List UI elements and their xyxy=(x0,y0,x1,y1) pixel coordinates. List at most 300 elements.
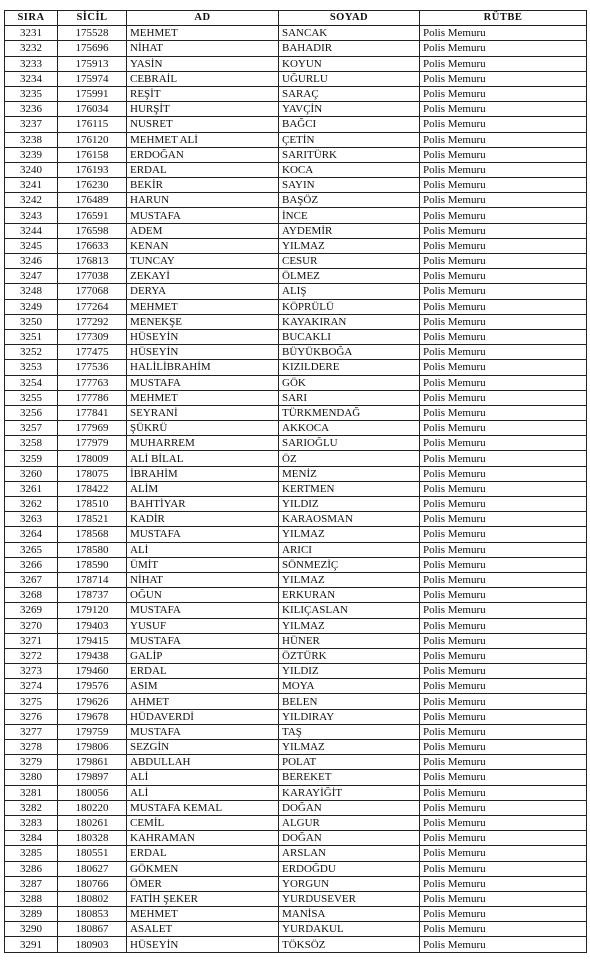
rutbe-cell: Polis Memuru xyxy=(420,770,587,785)
sira-cell: 3278 xyxy=(5,740,58,755)
soyad-cell: TÜRKMENDAĞ xyxy=(279,405,420,420)
rutbe-cell: Polis Memuru xyxy=(420,26,587,41)
ad-cell: HÜSEYİN xyxy=(127,345,279,360)
ad-cell: NUSRET xyxy=(127,117,279,132)
sicil-cell: 178568 xyxy=(58,527,127,542)
soyad-cell: KOYUN xyxy=(279,56,420,71)
soyad-cell: YURDUSEVER xyxy=(279,891,420,906)
soyad-cell: GÖK xyxy=(279,375,420,390)
ad-cell: GALİP xyxy=(127,648,279,663)
sicil-cell: 176230 xyxy=(58,178,127,193)
sicil-cell: 175696 xyxy=(58,41,127,56)
ad-cell: KENAN xyxy=(127,238,279,253)
ad-cell: BEKİR xyxy=(127,178,279,193)
soyad-cell: BAĞCI xyxy=(279,117,420,132)
sicil-cell: 176120 xyxy=(58,132,127,147)
table-row xyxy=(5,329,587,344)
soyad-cell: SARI xyxy=(279,390,420,405)
table-row xyxy=(5,254,587,269)
ad-cell: NİHAT xyxy=(127,41,279,56)
table-row xyxy=(5,132,587,147)
table-row xyxy=(5,41,587,56)
rutbe-cell: Polis Memuru xyxy=(420,193,587,208)
table-row xyxy=(5,314,587,329)
sira-cell: 3266 xyxy=(5,557,58,572)
ad-cell: ÖMER xyxy=(127,876,279,891)
soyad-cell: BUCAKLI xyxy=(279,329,420,344)
ad-cell: ŞÜKRÜ xyxy=(127,421,279,436)
table-row xyxy=(5,26,587,41)
sira-cell: 3259 xyxy=(5,451,58,466)
soyad-cell: YILDIRAY xyxy=(279,709,420,724)
soyad-cell: ALIŞ xyxy=(279,284,420,299)
sira-cell: 3267 xyxy=(5,572,58,587)
soyad-cell: BEREKET xyxy=(279,770,420,785)
sicil-cell: 178714 xyxy=(58,572,127,587)
rutbe-cell: Polis Memuru xyxy=(420,466,587,481)
sicil-cell: 180056 xyxy=(58,785,127,800)
table-row xyxy=(5,922,587,937)
soyad-cell: DOĞAN xyxy=(279,831,420,846)
sicil-cell: 180853 xyxy=(58,907,127,922)
ad-cell: ABDULLAH xyxy=(127,755,279,770)
sira-cell: 3265 xyxy=(5,542,58,557)
sira-cell: 3289 xyxy=(5,907,58,922)
rutbe-cell: Polis Memuru xyxy=(420,557,587,572)
rutbe-cell: Polis Memuru xyxy=(420,284,587,299)
ad-cell: ERDAL xyxy=(127,664,279,679)
soyad-cell: BÜYÜKBOĞA xyxy=(279,345,420,360)
sira-cell: 3262 xyxy=(5,497,58,512)
soyad-cell: KARAYİĞİT xyxy=(279,785,420,800)
ad-cell: MUSTAFA xyxy=(127,603,279,618)
rutbe-cell: Polis Memuru xyxy=(420,512,587,527)
soyad-cell: AYDEMİR xyxy=(279,223,420,238)
sicil-cell: 177264 xyxy=(58,299,127,314)
rutbe-cell: Polis Memuru xyxy=(420,102,587,117)
rutbe-cell: Polis Memuru xyxy=(420,390,587,405)
ad-cell: REŞİT xyxy=(127,86,279,101)
soyad-cell: KAYAKIRAN xyxy=(279,314,420,329)
ad-cell: ALİ xyxy=(127,785,279,800)
sicil-cell: 178009 xyxy=(58,451,127,466)
sicil-cell: 180802 xyxy=(58,891,127,906)
sira-cell: 3243 xyxy=(5,208,58,223)
sira-cell: 3244 xyxy=(5,223,58,238)
soyad-cell: ARSLAN xyxy=(279,846,420,861)
rutbe-cell: Polis Memuru xyxy=(420,709,587,724)
sira-cell: 3273 xyxy=(5,664,58,679)
rutbe-cell: Polis Memuru xyxy=(420,451,587,466)
sicil-cell: 178737 xyxy=(58,588,127,603)
table-row xyxy=(5,861,587,876)
sira-cell: 3242 xyxy=(5,193,58,208)
rutbe-cell: Polis Memuru xyxy=(420,633,587,648)
ad-cell: YASİN xyxy=(127,56,279,71)
table-row xyxy=(5,679,587,694)
table-row xyxy=(5,71,587,86)
sira-cell: 3261 xyxy=(5,481,58,496)
sira-cell: 3275 xyxy=(5,694,58,709)
soyad-cell: KOCA xyxy=(279,162,420,177)
ad-cell: OĞUN xyxy=(127,588,279,603)
sira-cell: 3277 xyxy=(5,724,58,739)
sicil-cell: 177038 xyxy=(58,269,127,284)
rutbe-cell: Polis Memuru xyxy=(420,86,587,101)
soyad-cell: MOYA xyxy=(279,679,420,694)
header-sicil: SİCİL xyxy=(58,11,127,26)
header-ad: AD xyxy=(127,11,279,26)
sicil-cell: 179861 xyxy=(58,755,127,770)
rutbe-cell: Polis Memuru xyxy=(420,907,587,922)
table-row xyxy=(5,755,587,770)
sicil-cell: 176633 xyxy=(58,238,127,253)
table-row xyxy=(5,891,587,906)
sicil-cell: 175528 xyxy=(58,26,127,41)
personnel-table xyxy=(4,10,587,953)
soyad-cell: ALGUR xyxy=(279,815,420,830)
table-row xyxy=(5,572,587,587)
table-row xyxy=(5,937,587,952)
ad-cell: MENEKŞE xyxy=(127,314,279,329)
sira-cell: 3272 xyxy=(5,648,58,663)
sira-cell: 3252 xyxy=(5,345,58,360)
table-row xyxy=(5,193,587,208)
ad-cell: ERDOĞAN xyxy=(127,147,279,162)
sira-cell: 3276 xyxy=(5,709,58,724)
rutbe-cell: Polis Memuru xyxy=(420,542,587,557)
soyad-cell: TÖKSÖZ xyxy=(279,937,420,952)
sira-cell: 3234 xyxy=(5,71,58,86)
sicil-cell: 178422 xyxy=(58,481,127,496)
soyad-cell: SARITÜRK xyxy=(279,147,420,162)
header-rutbe: RÜTBE xyxy=(420,11,587,26)
sicil-cell: 177763 xyxy=(58,375,127,390)
soyad-cell: KERTMEN xyxy=(279,481,420,496)
table-row xyxy=(5,162,587,177)
ad-cell: ERDAL xyxy=(127,846,279,861)
table-row xyxy=(5,436,587,451)
sicil-cell: 177979 xyxy=(58,436,127,451)
table-row xyxy=(5,360,587,375)
sira-cell: 3239 xyxy=(5,147,58,162)
sicil-cell: 179897 xyxy=(58,770,127,785)
table-row xyxy=(5,603,587,618)
rutbe-cell: Polis Memuru xyxy=(420,937,587,952)
soyad-cell: ARICI xyxy=(279,542,420,557)
rutbe-cell: Polis Memuru xyxy=(420,740,587,755)
table-row xyxy=(5,724,587,739)
rutbe-cell: Polis Memuru xyxy=(420,755,587,770)
ad-cell: ALİ xyxy=(127,770,279,785)
soyad-cell: MANİSA xyxy=(279,907,420,922)
header-row xyxy=(5,11,587,26)
ad-cell: ASIM xyxy=(127,679,279,694)
soyad-cell: SAYIN xyxy=(279,178,420,193)
ad-cell: MUHARREM xyxy=(127,436,279,451)
table-row xyxy=(5,542,587,557)
ad-cell: MEHMET ALİ xyxy=(127,132,279,147)
sira-cell: 3288 xyxy=(5,891,58,906)
sira-cell: 3260 xyxy=(5,466,58,481)
sicil-cell: 179626 xyxy=(58,694,127,709)
table-row xyxy=(5,451,587,466)
sicil-cell: 175913 xyxy=(58,56,127,71)
table-row xyxy=(5,497,587,512)
rutbe-cell: Polis Memuru xyxy=(420,117,587,132)
sicil-cell: 178580 xyxy=(58,542,127,557)
rutbe-cell: Polis Memuru xyxy=(420,329,587,344)
soyad-cell: YILMAZ xyxy=(279,238,420,253)
rutbe-cell: Polis Memuru xyxy=(420,405,587,420)
rutbe-cell: Polis Memuru xyxy=(420,922,587,937)
sicil-cell: 175991 xyxy=(58,86,127,101)
sicil-cell: 176193 xyxy=(58,162,127,177)
ad-cell: DERYA xyxy=(127,284,279,299)
table-body xyxy=(5,26,587,952)
sira-cell: 3284 xyxy=(5,831,58,846)
ad-cell: HALİLİBRAHİM xyxy=(127,360,279,375)
table-row xyxy=(5,557,587,572)
soyad-cell: YILMAZ xyxy=(279,740,420,755)
ad-cell: SEZGİN xyxy=(127,740,279,755)
rutbe-cell: Polis Memuru xyxy=(420,588,587,603)
soyad-cell: POLAT xyxy=(279,755,420,770)
table-row xyxy=(5,284,587,299)
rutbe-cell: Polis Memuru xyxy=(420,436,587,451)
sicil-cell: 176158 xyxy=(58,147,127,162)
sira-cell: 3287 xyxy=(5,876,58,891)
sira-cell: 3291 xyxy=(5,937,58,952)
sira-cell: 3251 xyxy=(5,329,58,344)
sicil-cell: 178521 xyxy=(58,512,127,527)
table-row xyxy=(5,740,587,755)
sira-cell: 3263 xyxy=(5,512,58,527)
ad-cell: HURŞİT xyxy=(127,102,279,117)
sicil-cell: 175974 xyxy=(58,71,127,86)
header-soyad: SOYAD xyxy=(279,11,420,26)
table-row xyxy=(5,785,587,800)
sira-cell: 3286 xyxy=(5,861,58,876)
sicil-cell: 180867 xyxy=(58,922,127,937)
sira-cell: 3237 xyxy=(5,117,58,132)
soyad-cell: AKKOCA xyxy=(279,421,420,436)
table-row xyxy=(5,588,587,603)
table-row xyxy=(5,618,587,633)
rutbe-cell: Polis Memuru xyxy=(420,162,587,177)
table-row xyxy=(5,147,587,162)
soyad-cell: TAŞ xyxy=(279,724,420,739)
sicil-cell: 176813 xyxy=(58,254,127,269)
sicil-cell: 178590 xyxy=(58,557,127,572)
sicil-cell: 177068 xyxy=(58,284,127,299)
soyad-cell: YURDAKUL xyxy=(279,922,420,937)
table-row xyxy=(5,345,587,360)
sicil-cell: 179759 xyxy=(58,724,127,739)
rutbe-cell: Polis Memuru xyxy=(420,664,587,679)
sira-cell: 3231 xyxy=(5,26,58,41)
ad-cell: HARUN xyxy=(127,193,279,208)
table-row xyxy=(5,648,587,663)
sicil-cell: 178075 xyxy=(58,466,127,481)
table-row xyxy=(5,770,587,785)
rutbe-cell: Polis Memuru xyxy=(420,724,587,739)
rutbe-cell: Polis Memuru xyxy=(420,497,587,512)
sira-cell: 3270 xyxy=(5,618,58,633)
soyad-cell: ÖLMEZ xyxy=(279,269,420,284)
rutbe-cell: Polis Memuru xyxy=(420,846,587,861)
rutbe-cell: Polis Memuru xyxy=(420,56,587,71)
table-row xyxy=(5,907,587,922)
sicil-cell: 176489 xyxy=(58,193,127,208)
soyad-cell: BELEN xyxy=(279,694,420,709)
table-row xyxy=(5,709,587,724)
sicil-cell: 176591 xyxy=(58,208,127,223)
rutbe-cell: Polis Memuru xyxy=(420,694,587,709)
ad-cell: ERDAL xyxy=(127,162,279,177)
sira-cell: 3245 xyxy=(5,238,58,253)
sira-cell: 3250 xyxy=(5,314,58,329)
sicil-cell: 177841 xyxy=(58,405,127,420)
sira-cell: 3236 xyxy=(5,102,58,117)
sira-cell: 3274 xyxy=(5,679,58,694)
rutbe-cell: Polis Memuru xyxy=(420,815,587,830)
soyad-cell: ERDOĞDU xyxy=(279,861,420,876)
rutbe-cell: Polis Memuru xyxy=(420,891,587,906)
soyad-cell: ERKURAN xyxy=(279,588,420,603)
ad-cell: HÜSEYİN xyxy=(127,329,279,344)
rutbe-cell: Polis Memuru xyxy=(420,679,587,694)
sira-cell: 3268 xyxy=(5,588,58,603)
soyad-cell: CESUR xyxy=(279,254,420,269)
table-row xyxy=(5,56,587,71)
sicil-cell: 180766 xyxy=(58,876,127,891)
soyad-cell: SARIOĞLU xyxy=(279,436,420,451)
sira-cell: 3254 xyxy=(5,375,58,390)
ad-cell: TUNCAY xyxy=(127,254,279,269)
table-row xyxy=(5,846,587,861)
table-row xyxy=(5,238,587,253)
ad-cell: FATİH ŞEKER xyxy=(127,891,279,906)
soyad-cell: YILMAZ xyxy=(279,527,420,542)
rutbe-cell: Polis Memuru xyxy=(420,41,587,56)
sicil-cell: 177475 xyxy=(58,345,127,360)
table-row xyxy=(5,800,587,815)
ad-cell: KAHRAMAN xyxy=(127,831,279,846)
rutbe-cell: Polis Memuru xyxy=(420,360,587,375)
table-row xyxy=(5,299,587,314)
table-row xyxy=(5,633,587,648)
sira-cell: 3290 xyxy=(5,922,58,937)
ad-cell: CEMİL xyxy=(127,815,279,830)
table-row xyxy=(5,876,587,891)
sira-cell: 3246 xyxy=(5,254,58,269)
table-row xyxy=(5,117,587,132)
table-row xyxy=(5,481,587,496)
soyad-cell: SANCAK xyxy=(279,26,420,41)
rutbe-cell: Polis Memuru xyxy=(420,345,587,360)
ad-cell: ALİM xyxy=(127,481,279,496)
sicil-cell: 177969 xyxy=(58,421,127,436)
soyad-cell: BAHADIR xyxy=(279,41,420,56)
soyad-cell: KILIÇASLAN xyxy=(279,603,420,618)
ad-cell: AHMET xyxy=(127,694,279,709)
ad-cell: MUSTAFA xyxy=(127,527,279,542)
sicil-cell: 179415 xyxy=(58,633,127,648)
sicil-cell: 179403 xyxy=(58,618,127,633)
sicil-cell: 176598 xyxy=(58,223,127,238)
sicil-cell: 179576 xyxy=(58,679,127,694)
soyad-cell: YILDIZ xyxy=(279,497,420,512)
table-row xyxy=(5,178,587,193)
rutbe-cell: Polis Memuru xyxy=(420,299,587,314)
rutbe-cell: Polis Memuru xyxy=(420,618,587,633)
rutbe-cell: Polis Memuru xyxy=(420,178,587,193)
ad-cell: MUSTAFA xyxy=(127,724,279,739)
sicil-cell: 179460 xyxy=(58,664,127,679)
ad-cell: ASALET xyxy=(127,922,279,937)
sira-cell: 3253 xyxy=(5,360,58,375)
rutbe-cell: Polis Memuru xyxy=(420,147,587,162)
table-row xyxy=(5,815,587,830)
sicil-cell: 177292 xyxy=(58,314,127,329)
ad-cell: HÜDAVERDİ xyxy=(127,709,279,724)
sira-cell: 3249 xyxy=(5,299,58,314)
sicil-cell: 179438 xyxy=(58,648,127,663)
ad-cell: MUSTAFA KEMAL xyxy=(127,800,279,815)
table-row xyxy=(5,86,587,101)
soyad-cell: BAŞÖZ xyxy=(279,193,420,208)
sicil-cell: 179806 xyxy=(58,740,127,755)
sira-cell: 3282 xyxy=(5,800,58,815)
ad-cell: ZEKAYİ xyxy=(127,269,279,284)
table-row xyxy=(5,375,587,390)
ad-cell: NİHAT xyxy=(127,572,279,587)
sira-cell: 3232 xyxy=(5,41,58,56)
rutbe-cell: Polis Memuru xyxy=(420,223,587,238)
sicil-cell: 178510 xyxy=(58,497,127,512)
table-row xyxy=(5,831,587,846)
sicil-cell: 179120 xyxy=(58,603,127,618)
sira-cell: 3233 xyxy=(5,56,58,71)
rutbe-cell: Polis Memuru xyxy=(420,861,587,876)
ad-cell: MEHMET xyxy=(127,26,279,41)
soyad-cell: YILMAZ xyxy=(279,618,420,633)
rutbe-cell: Polis Memuru xyxy=(420,238,587,253)
ad-cell: MUSTAFA xyxy=(127,375,279,390)
sira-cell: 3264 xyxy=(5,527,58,542)
ad-cell: HÜSEYİN xyxy=(127,937,279,952)
soyad-cell: YILMAZ xyxy=(279,572,420,587)
soyad-cell: YORGUN xyxy=(279,876,420,891)
rutbe-cell: Polis Memuru xyxy=(420,132,587,147)
table-row xyxy=(5,223,587,238)
rutbe-cell: Polis Memuru xyxy=(420,831,587,846)
rutbe-cell: Polis Memuru xyxy=(420,314,587,329)
table-row xyxy=(5,102,587,117)
ad-cell: CEBRAİL xyxy=(127,71,279,86)
sira-cell: 3269 xyxy=(5,603,58,618)
sicil-cell: 176034 xyxy=(58,102,127,117)
sira-cell: 3279 xyxy=(5,755,58,770)
sira-cell: 3241 xyxy=(5,178,58,193)
soyad-cell: KARAOSMAN xyxy=(279,512,420,527)
rutbe-cell: Polis Memuru xyxy=(420,527,587,542)
rutbe-cell: Polis Memuru xyxy=(420,572,587,587)
ad-cell: ADEM xyxy=(127,223,279,238)
ad-cell: ÜMİT xyxy=(127,557,279,572)
soyad-cell: HÜNER xyxy=(279,633,420,648)
